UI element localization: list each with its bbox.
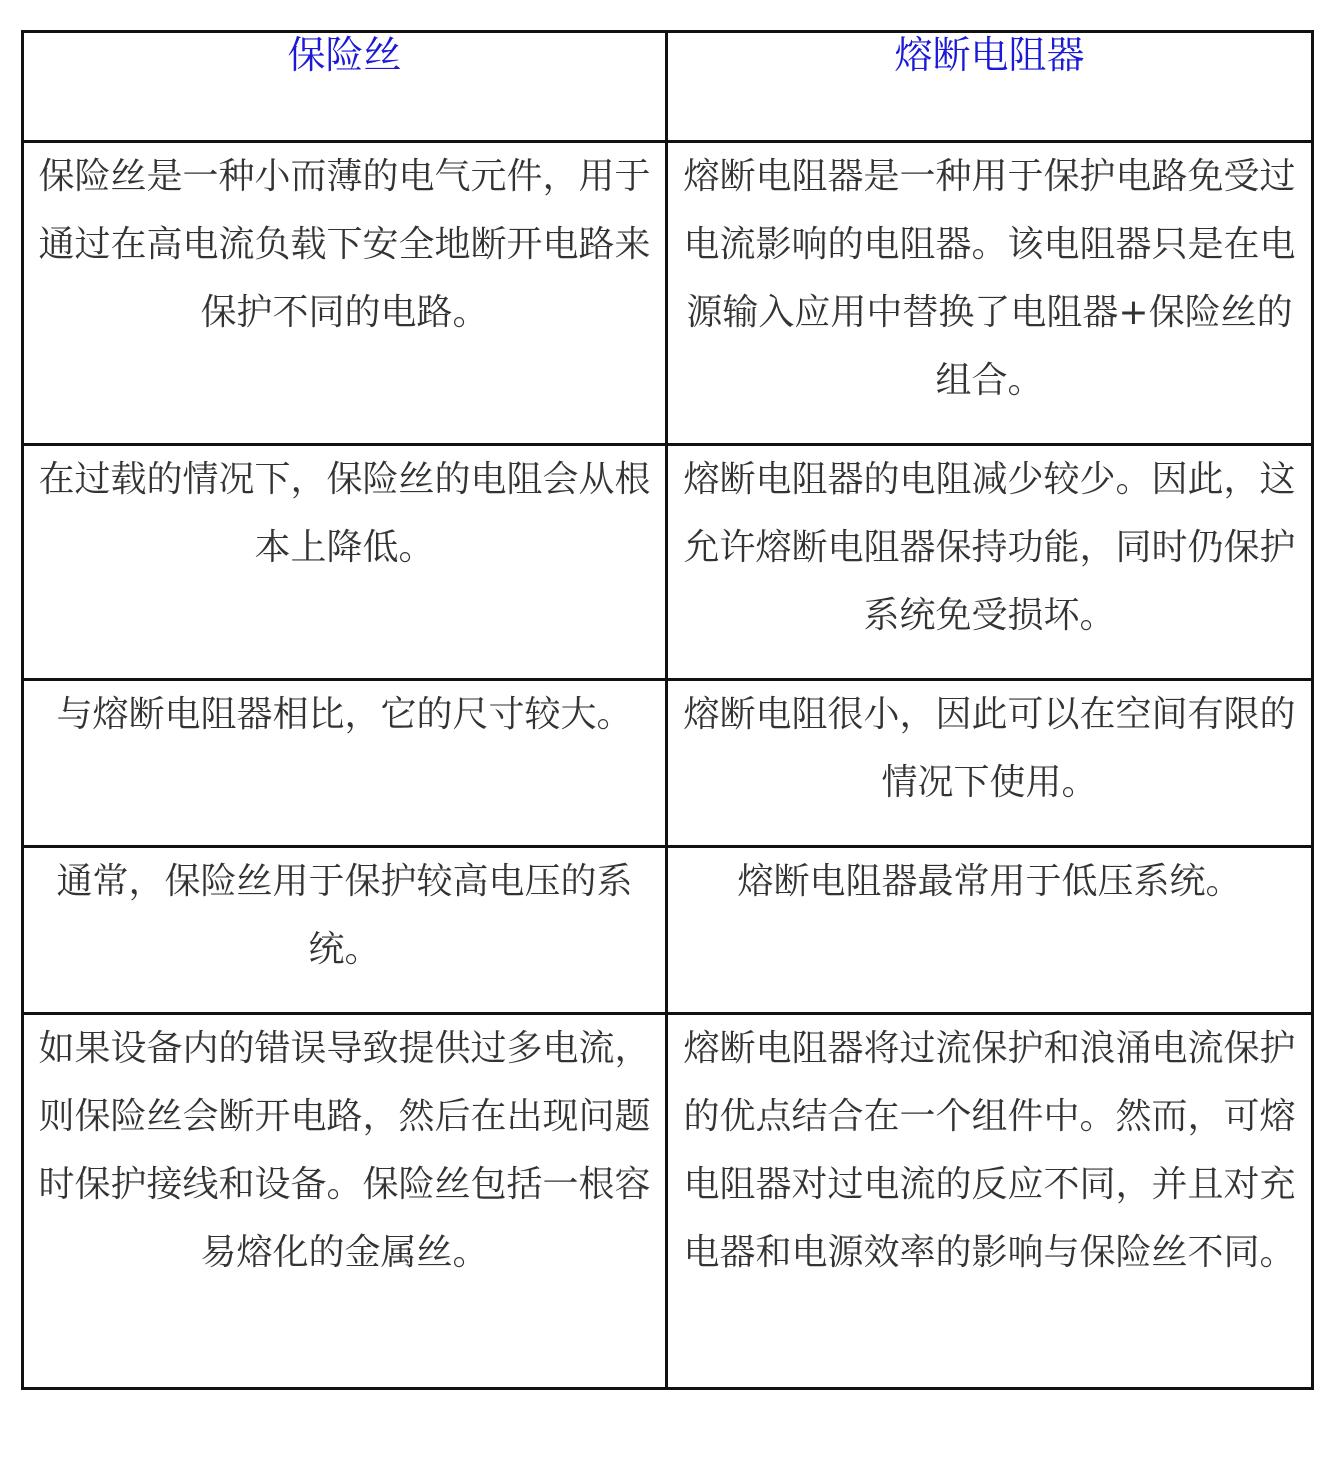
cell-fuse: 通常，保险丝用于保护较高电压的系统。 (23, 847, 667, 1014)
cell-fusible-resistor: 熔断电阻器将过流保护和浪涌电流保护的优点结合在一个组件中。然而，可熔电阻器对过电流的反应不同，并且对充电器和电源效率的影响与保险丝不同。 (667, 1014, 1313, 1389)
cell-fusible-resistor: 熔断电阻很小，因此可以在空间有限的情况下使用。 (667, 680, 1313, 847)
cell-fuse: 如果设备内的错误导致提供过多电流，则保险丝会断开电路，然后在出现问题时保护接线和设备。保险丝包括一根容易熔化的金属丝。 (23, 1014, 667, 1389)
cell-fusible-resistor: 熔断电阻器的电阻减少较少。因此，这允许熔断电阻器保持功能，同时仍保护系统免受损坏。 (667, 445, 1313, 680)
cell-fuse: 保险丝是一种小而薄的电气元件，用于通过在高电流负载下安全地断开电路来保护不同的电路。 (23, 142, 667, 445)
cell-fusible-resistor: 熔断电阻器是一种用于保护电路免受过电流影响的电阻器。该电阻器只是在电源输入应用中替换了电阻器+保险丝的组合。 (667, 142, 1313, 445)
cell-fuse: 在过载的情况下，保险丝的电阻会从根本上降低。 (23, 445, 667, 680)
table-row (23, 142, 1313, 445)
cell-fusible-resistor: 熔断电阻器最常用于低压系统。 (667, 847, 1313, 1014)
header-fusible-resistor: 熔断电阻器 (667, 32, 1313, 142)
table-row (23, 1014, 1313, 1389)
table-row (23, 847, 1313, 1014)
header-row (23, 32, 1313, 142)
table-row (23, 445, 1313, 680)
header-fuse: 保险丝 (23, 32, 667, 142)
comparison-table (21, 30, 1314, 1390)
table-row (23, 680, 1313, 847)
cell-fuse: 与熔断电阻器相比，它的尺寸较大。 (23, 680, 667, 847)
